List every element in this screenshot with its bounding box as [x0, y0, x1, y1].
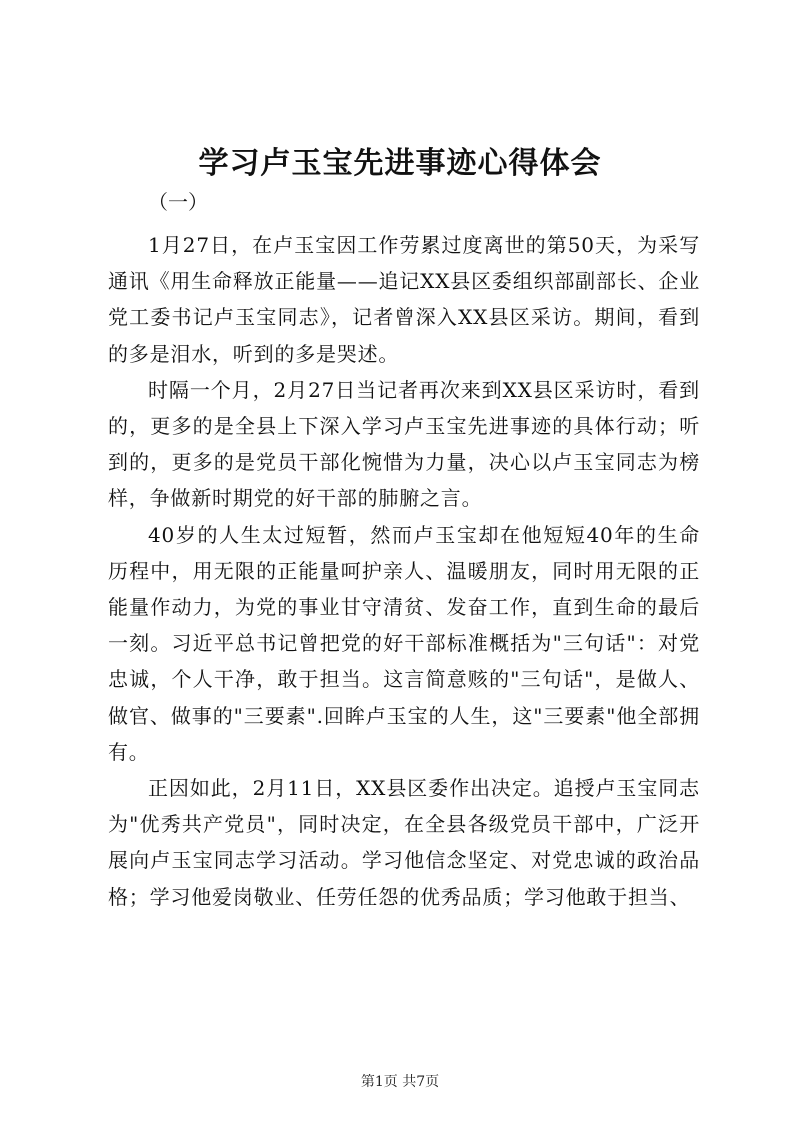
- paragraph-2: 时隔一个月，2月27日当记者再次来到XX县区采访时，看到的，更多的是全县上下深入学习卢玉宝先进事迹的具体行动；听到的，更多的是党员干部化惋惜为力量，决心以卢玉宝同志为榜样，争做新时期党的好干部的肺腑之言。: [108, 377, 700, 511]
- section-number: （一）: [148, 190, 208, 214]
- document-body: [108, 227, 700, 915]
- page-footer: 第1页 共7页: [360, 1074, 440, 1090]
- paragraph-1: 1月27日，在卢玉宝因工作劳累过度离世的第50天，为采写通讯《用生命释放正能量——追记XX县区委组织部副部长、企业党工委书记卢玉宝同志》，记者曾深入XX县区采访。期间，看到的多是泪水，听到的多是哭述。: [108, 233, 700, 366]
- paragraph-4: 正因如此，2月11日，XX县区委作出决定。追授卢玉宝同志为"优秀共产党员"，同时决定，在全县各级党员干部中，广泛开展向卢玉宝同志学习活动。学习他信念坚定、对党忠诚的政治品格；学习他爱岗敬业、任劳任怨的优秀品质；学习他敢于担当、: [108, 776, 700, 909]
- paragraph-3: 40岁的人生太过短暂，然而卢玉宝却在他短短40年的生命历程中，用无限的正能量呵护亲人、温暖朋友，同时用无限的正能量作动力，为党的事业甘守清贫、发奋工作，直到生命的最后一刻。习近平总书记曾把党的好干部标准概括为"三句话"：对党忠诚，个人干净，敢于担当。这言简意赅的"三句话"，是做人、做官、做事的"三要素".回眸卢玉宝的人生，这"三要素"他全部拥有。: [108, 522, 700, 764]
- document-title: 学习卢玉宝先进事迹心得体会: [198, 146, 602, 181]
